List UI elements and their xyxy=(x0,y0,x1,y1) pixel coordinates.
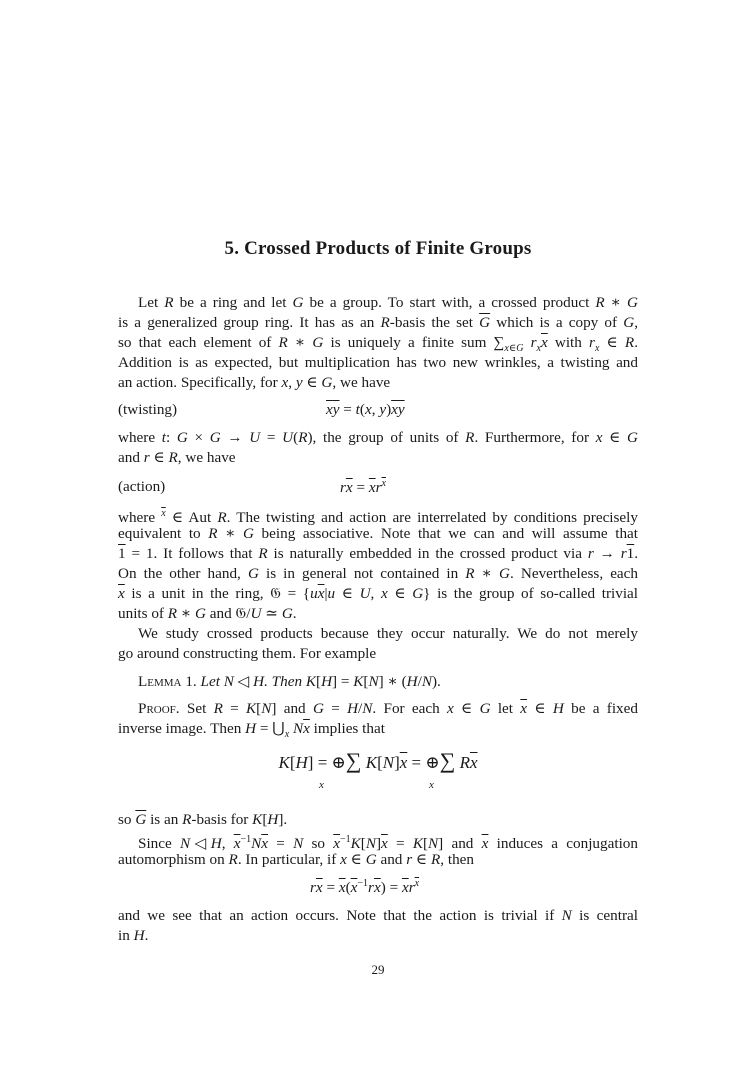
conjugation-equation: $r\overline{x} = \overline{x}(\overline{x}^{-1}r\overline{x}) = \overline{x}r^{\overline{x}}$ xyxy=(310,878,420,897)
text-line: $\overline{x}$ is a unit in the ring, 𝔊 = {$u\overline{x}|u$ ∈ U, x ∈ G} is the group of so-called trivial xyxy=(118,585,639,602)
text-line: Since N◁H, $\overline{x}^{-1}N\overline{x} = N$ so $\overline{x}^{-1}K[N]\overline{x} = K[N]$ and $\overline{x}$ induces a conjugation xyxy=(138,834,638,853)
text-line: Proof. Set R = K[N] and G = H/N. For each x ∈ G let $\overline{x}$ ∈ H be a fixed xyxy=(138,700,638,717)
text-line: We study crossed products because they occur naturally. We do not merely xyxy=(138,625,638,642)
text-line: where $^{\overline{x}}$ ∈ Aut R. The twisting and action are interrelated by conditions precisely xyxy=(118,508,638,527)
text-line: so that each element of R ∗ G is uniquely a finite sum $\sum_{x\in G}$ $r_x\overline{x}$ with $r_x$ ∈ R. xyxy=(118,334,638,355)
action-equation: $r\overline{x} = \overline{x}r^{\overline{x}}$ xyxy=(340,478,386,497)
lemma-statement: Lemma 1. Let N ◁ H. Then K[H] = K[N] ∗ (H/N). xyxy=(138,673,441,690)
text-line: where t: G × G → U = U(R), the group of units of R. Furthermore, for x ∈ G xyxy=(118,429,638,446)
section-title: 5. Crossed Products of Finite Groups xyxy=(224,238,532,259)
text-line: an action. Specifically, for x, y ∈ G, we have xyxy=(118,374,391,391)
text-line: Let R be a ring and let G be a group. To start with, a crossed product R ∗ G xyxy=(138,294,638,311)
text-line: automorphism on R. In particular, if x ∈ G and r ∈ R, then xyxy=(118,851,474,868)
text-line: 1 = 1. It follows that R is naturally embedded in the crossed product via r → r1. xyxy=(118,545,638,562)
twisting-label: (twisting) xyxy=(118,401,178,418)
text-line: is a generalized group ring. It has as an R-basis the set $\overline{G}$ which is a copy of G, xyxy=(118,314,638,331)
text-line: Addition is as expected, but multiplication has two new wrinkles, a twisting and xyxy=(118,354,638,371)
text-line: go around constructing them. For example xyxy=(118,645,377,662)
page-number: 29 xyxy=(371,962,385,977)
text-line: and we see that an action occurs. Note that the action is trivial if N is central xyxy=(118,907,638,924)
sum-index: x xyxy=(319,779,324,791)
twisting-equation: $\overline{x}\overline{y} = t(x$, $y)\overline{xy}$ xyxy=(326,401,405,418)
action-label: (action) xyxy=(118,478,166,495)
text-line: and r ∈ R, we have xyxy=(118,449,236,466)
text-line: equivalent to R ∗ G being associative. Note that we can and will assume that xyxy=(118,525,639,542)
sum-equation: K[H] = ⊕∑ $K[N]\overline{x}$ = ⊕∑ $R\overline{x}$ xyxy=(278,748,478,773)
text-line: so $\overline{G}$ is an R-basis for K[H]. xyxy=(118,811,288,828)
text-line: units of R ∗ G and 𝔊/U ≃ G. xyxy=(118,605,297,622)
text-line: inverse image. Then $H = ⋃_x$ $N\overline{x}$ implies that xyxy=(118,720,385,741)
sum-index: x xyxy=(429,779,434,791)
text-line: in H. xyxy=(118,927,149,944)
text-line: On the other hand, G is in general not contained in R ∗ G. Nevertheless, each xyxy=(118,565,639,582)
